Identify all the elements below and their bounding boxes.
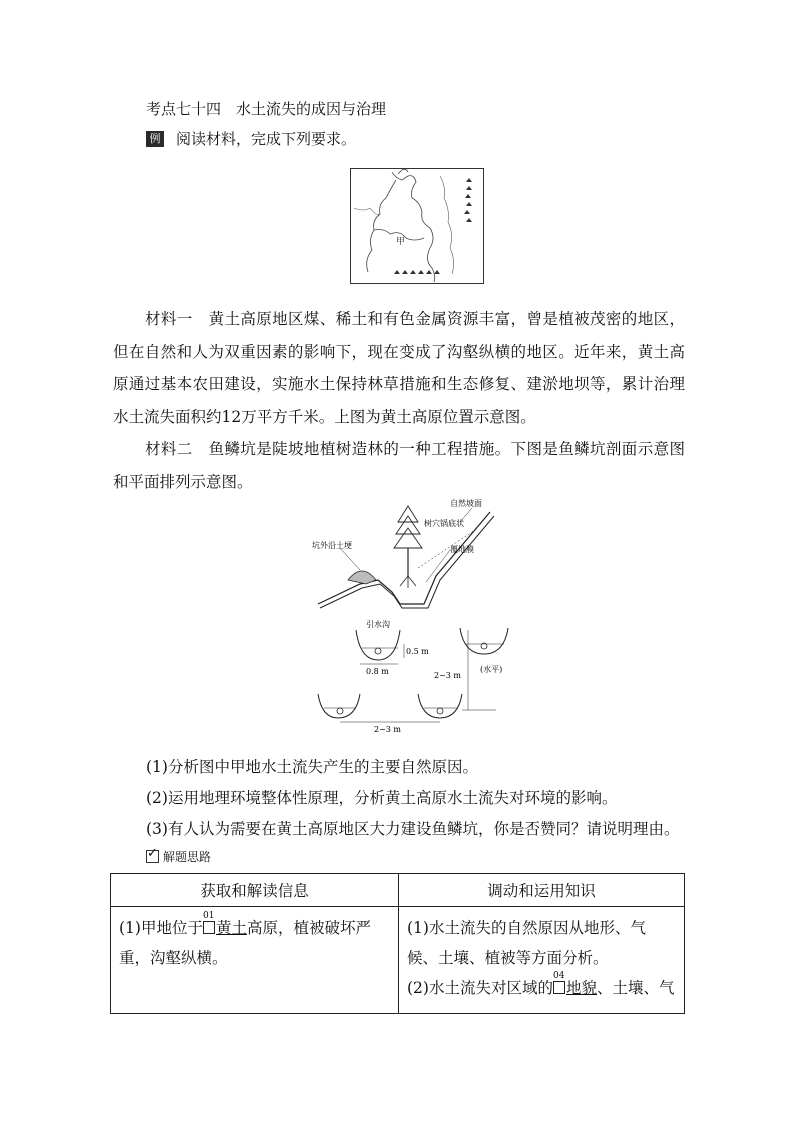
material-one xyxy=(113,303,685,433)
dim-width: 0.8 m xyxy=(366,667,389,676)
label-channel: 引水沟 xyxy=(366,620,390,629)
left-prefix: (1)甲地位于 xyxy=(119,919,203,937)
section-title: 考点七十四 水土流失的成因与治理 xyxy=(146,100,387,118)
question-1: (1)分析图中甲地水土流失产生的主要自然原因。 xyxy=(146,758,478,776)
checkbox-icon xyxy=(146,850,159,863)
dim-horizontal: 2~3 m xyxy=(374,725,402,734)
info-table xyxy=(110,873,685,1014)
material-two xyxy=(113,433,685,498)
tree-icon xyxy=(398,506,418,522)
thinking-heading xyxy=(146,848,211,865)
example-badge: 例 xyxy=(146,131,164,147)
label-natural-slope: 自然坡面 xyxy=(450,499,482,508)
blank-01 xyxy=(203,913,247,943)
example-intro: 阅读材料，完成下列要求。 xyxy=(176,130,357,148)
dim-vertical: 2~3 m xyxy=(434,671,462,680)
label-film: 覆地膜 xyxy=(450,545,474,554)
question-3: (3)有人认为需要在黄土高原地区大力建设鱼鳞坑，你是否赞同？请说明理由。 xyxy=(146,820,680,838)
material-two-text: 材料二 鱼鳞坑是陡坡地植树造林的一种工程措施。下图是鱼鳞坑剖面示意图和平面排列示意图。 xyxy=(113,440,685,491)
table-header-right: 调动和运用知识 xyxy=(399,874,685,907)
right-suffix2: 、土壤、气 xyxy=(596,979,675,997)
right-prefix2: (2)水土流失对区域的 xyxy=(407,979,553,997)
label-level: (水平) xyxy=(480,665,503,674)
table-header-left: 获取和解读信息 xyxy=(111,874,399,907)
material-one-text: 材料一 黄土高原地区煤、稀土和有色金属资源丰富，曾是植被茂密的地区，但在自然和人为双重因素的影响下，现在变成了沟壑纵横的地区。近年来，黄土高原通过基本农田建设，实施水土保持林草措施和生态修复、建淤地坝等，累计治理水土流失面积约12万平方千米。上图为黄土高原位置示意图。 xyxy=(113,310,685,426)
fish-scale-pit-figure xyxy=(300,496,510,736)
blank-04 xyxy=(553,973,597,1003)
dim-depth: 0.5 m xyxy=(406,647,429,656)
question-2: (2)运用地理环境整体性原理，分析黄土高原水土流失对环境的影响。 xyxy=(146,789,618,807)
thinking-label: 解题思路 xyxy=(163,850,212,864)
label-ridge: 坑外沿土埂 xyxy=(312,541,352,550)
blank-04-num: 04 xyxy=(552,971,565,981)
label-pit-shape: 树穴锅底状 xyxy=(424,519,464,528)
example-line xyxy=(146,128,356,149)
right-line2 xyxy=(407,973,676,1003)
map-label-jia: 甲 xyxy=(396,237,406,247)
table-cell-left xyxy=(111,907,399,1014)
blank-01-text: 黄土 xyxy=(215,919,247,937)
right-line1: (1)水土流失的自然原因从地形、气候、土壤、植被等方面分析。 xyxy=(407,919,646,967)
blank-04-text: 地貌 xyxy=(565,979,597,997)
left-suffix: 高原，植被破坏严重，沟壑纵横。 xyxy=(119,919,371,967)
table-cell-right xyxy=(399,907,685,1014)
blank-01-num: 01 xyxy=(202,911,215,921)
loess-plateau-map xyxy=(350,168,484,284)
